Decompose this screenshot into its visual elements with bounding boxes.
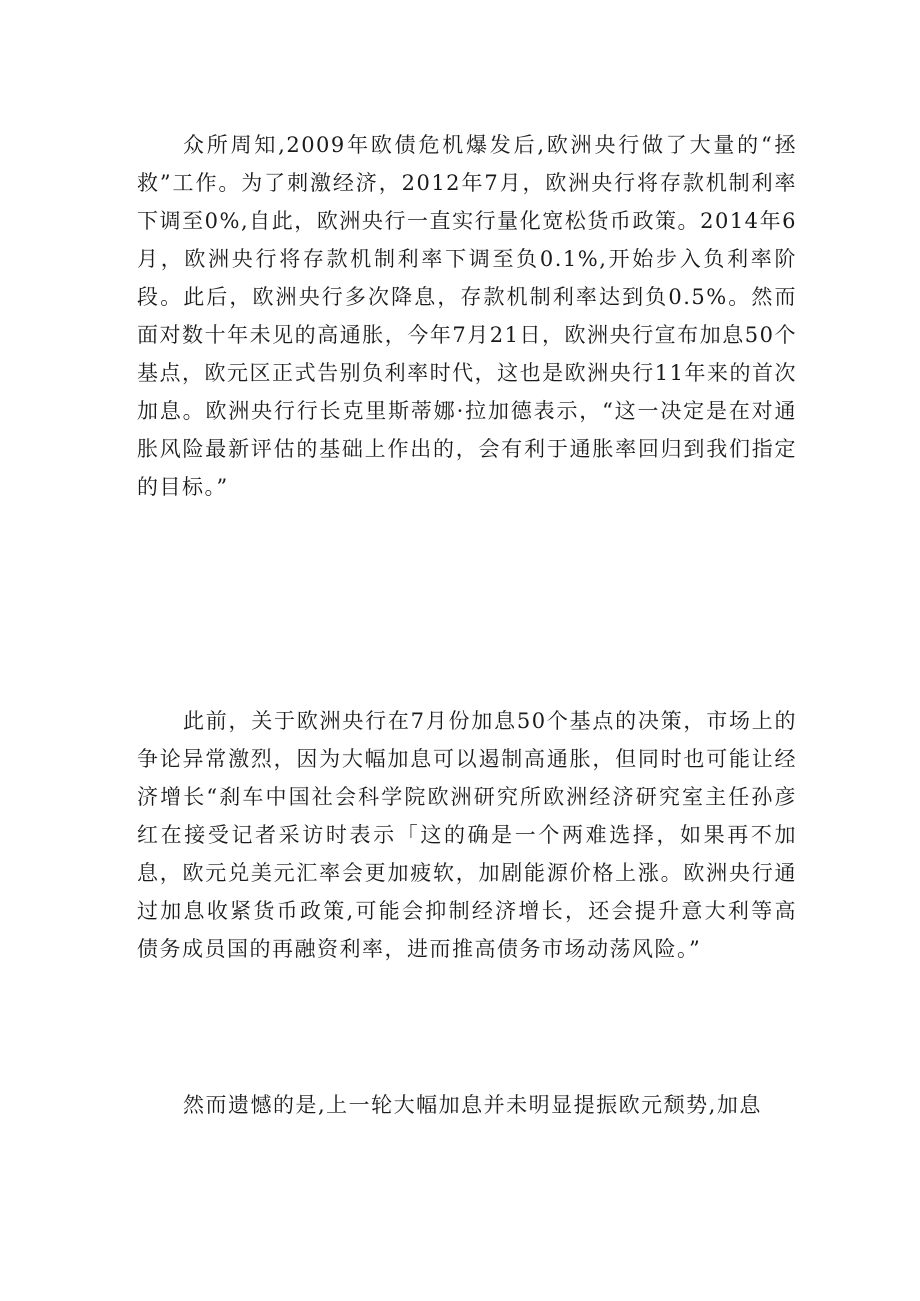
paragraph-euro-weakness: 然而遗憾的是,上一轮大幅加息并未明显提振欧元颓势,加息 <box>183 1093 762 1117</box>
paragraph-ecb-history: 众所周知,2009年欧债危机爆发后,欧洲央行做了大量的“拯救”工作。为了刺激经济，2012年7月，欧洲央行将存款机制利率下调至0%,自此，欧洲央行一直实行量化宽松货币政策。2014年6月，欧洲央行将存款机制利率下调至负0.1%,开始步入负利率阶段。此后，欧洲央行多次降息，存款机制利率达到负0.5%。然而面对数十年未见的高通胀，今年7月21日，欧洲央行宣布加息50个基点，欧元区正式告别负利率时代，这也是欧洲央行11年来的首次加息。欧洲央行行长克里斯蒂娜·拉加德表示，“这一决定是在对通胀风险最新评估的基础上作出的，会有利于通胀率回归到我们指定的目标。” <box>137 133 797 499</box>
paragraph-rate-debate: 此前，关于欧洲央行在7月份加息50个基点的决策，市场上的争论异常激烈，因为大幅加息可以遏制高通胀，但同时也可能让经济增长“刹车中国社会科学院欧洲研究所欧洲经济研究室主任孙彦红在接受记者采访时表示「这的确是一个两难选择，如果再不加息，欧元兑美元汇率会更加疲软，加剧能源价格上涨。欧洲央行通过加息收紧货币政策,可能会抑制经济增长，还会提升意大利等高债务成员国的再融资利率，进而推高债务市场动荡风险。” <box>137 709 797 961</box>
